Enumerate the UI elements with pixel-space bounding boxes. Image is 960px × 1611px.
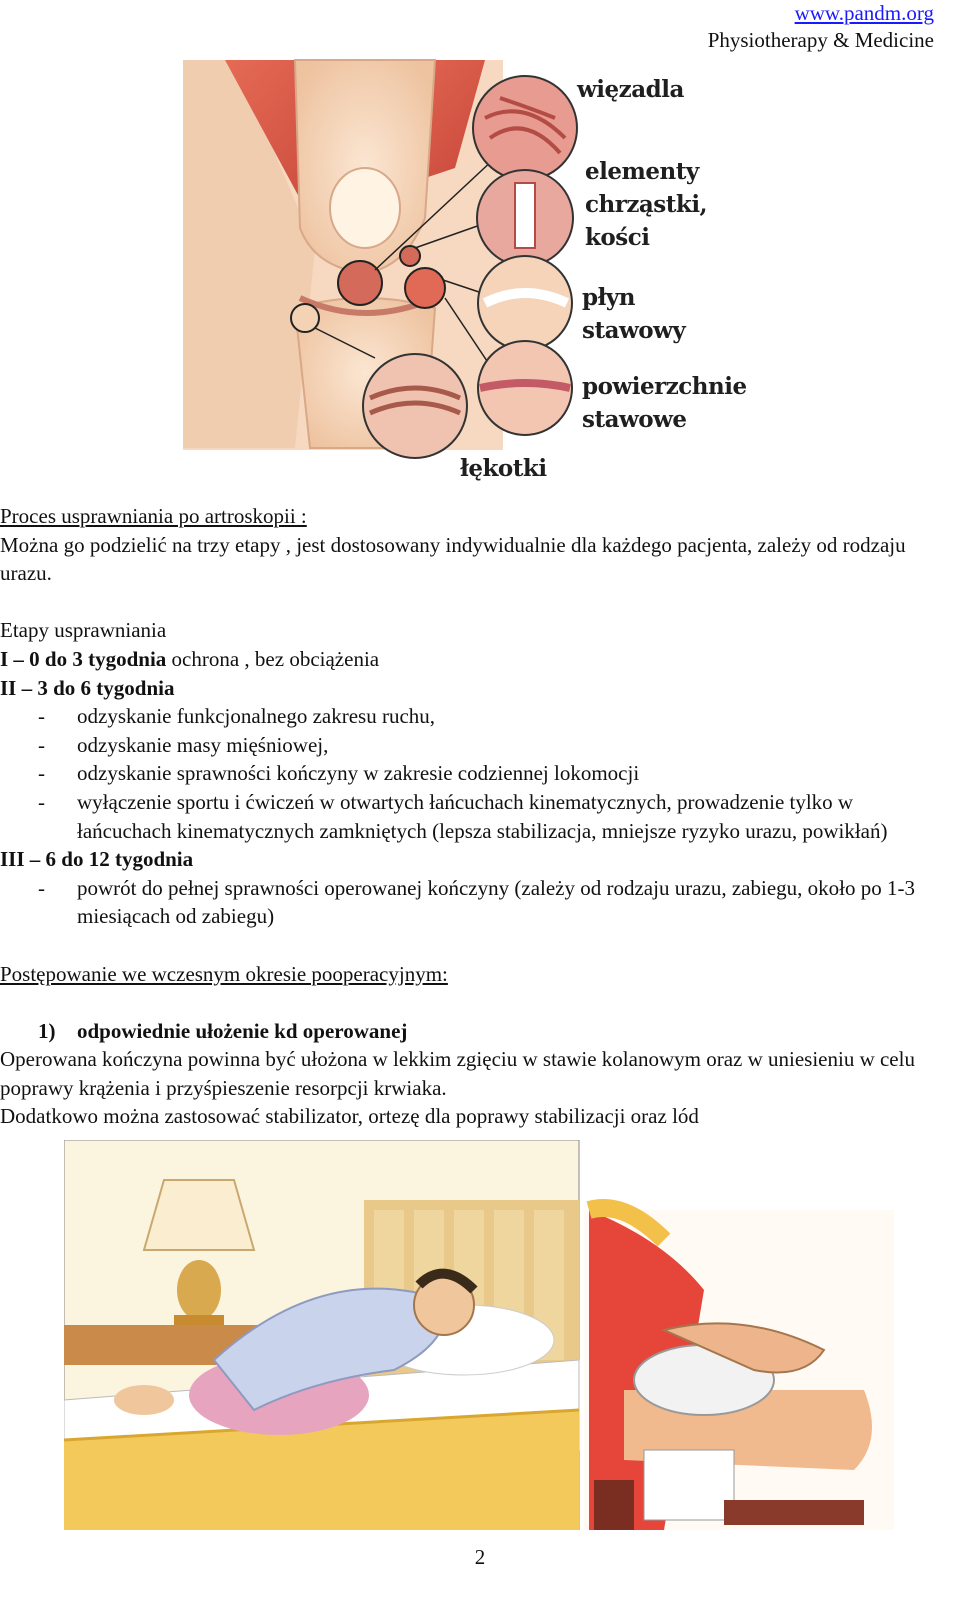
- stage3-title: III – 6 do 12 tygodnia: [0, 847, 194, 872]
- page-header: [708, 0, 934, 54]
- list-item: - odzyskanie sprawności kończyny w zakresie codziennej lokomocji: [38, 761, 640, 786]
- stage1-desc: ochrona , bez obciążenia: [166, 646, 380, 671]
- knee-anatomy-illustration: [175, 58, 765, 508]
- stage1: [0, 645, 940, 674]
- label-fluid-2: stawowy: [582, 317, 686, 344]
- section1-intro: Można go podzielić na trzy etapy , jest dostosowany indywidualnie dla każdego pacjenta, zależy od rodzaju urazu.: [0, 532, 906, 586]
- site-link[interactable]: www.pandm.org: [794, 1, 934, 25]
- section2-heading: Postępowanie we wczesnym okresie pooperacyjnym:: [0, 961, 448, 986]
- label-cartilage-3: kości: [585, 224, 650, 251]
- label-fluid-1: płyn: [582, 284, 636, 311]
- label-menisci: łękotki: [460, 455, 547, 482]
- recovery-drawing: [64, 1140, 894, 1530]
- list-item: - powrót do pełnej sprawności operowanej kończyny (zależy od rodzaju urazu, zabiegu, około po 1-3 miesiącach od zabiegu): [38, 875, 915, 929]
- list-item: - odzyskanie masy mięśniowej,: [38, 732, 329, 757]
- label-cartilage-2: chrząstki,: [585, 191, 708, 218]
- label-surfaces-1: powierzchnie: [582, 373, 747, 400]
- header-subtitle: Physiotherapy & Medicine: [707, 28, 934, 52]
- list-item: - odzyskanie funkcjonalnego zakresu ruchu,: [38, 704, 436, 729]
- page-number: 2: [474, 1545, 486, 1569]
- stage1-title: I – 0 do 3 tygodnia: [0, 646, 167, 671]
- stages-heading: Etapy usprawniania: [0, 618, 167, 643]
- numbered-point: 1) odpowiednie ułożenie kd operowanej: [38, 1018, 408, 1043]
- section1-heading: Proces usprawniania po artroskopii :: [0, 504, 307, 528]
- stage2-title: II – 3 do 6 tygodnia: [0, 675, 175, 700]
- section2-para2: Dodatkowo można zastosować stabilizator, ortezę dla poprawy stabilizacji oraz lód: [0, 1104, 699, 1129]
- list-item: - wyłączenie sportu i ćwiczeń w otwartych łańcuchach kinematycznych, prowadzenie tylko w łańcuchach kinematycznych zamkniętych (lepsza stabilizacja, mniejsze ryzyko urazu, powikłań): [38, 789, 888, 843]
- recovery-illustrations: [64, 1140, 894, 1530]
- knee-anatomy-drawing: [175, 58, 765, 508]
- label-surfaces-2: stawowe: [582, 406, 687, 433]
- label-ligaments: więzadla: [577, 76, 684, 103]
- section2-para1: Operowana kończyna powinna być ułożona w lekkim zgięciu w stawie kolanowym oraz w uniesieniu w celu poprawy krążenia i przyśpieszenie resorpcji krwiaka.: [0, 1047, 915, 1100]
- label-cartilage-1: elementy: [585, 158, 699, 185]
- document-body: [0, 502, 940, 1131]
